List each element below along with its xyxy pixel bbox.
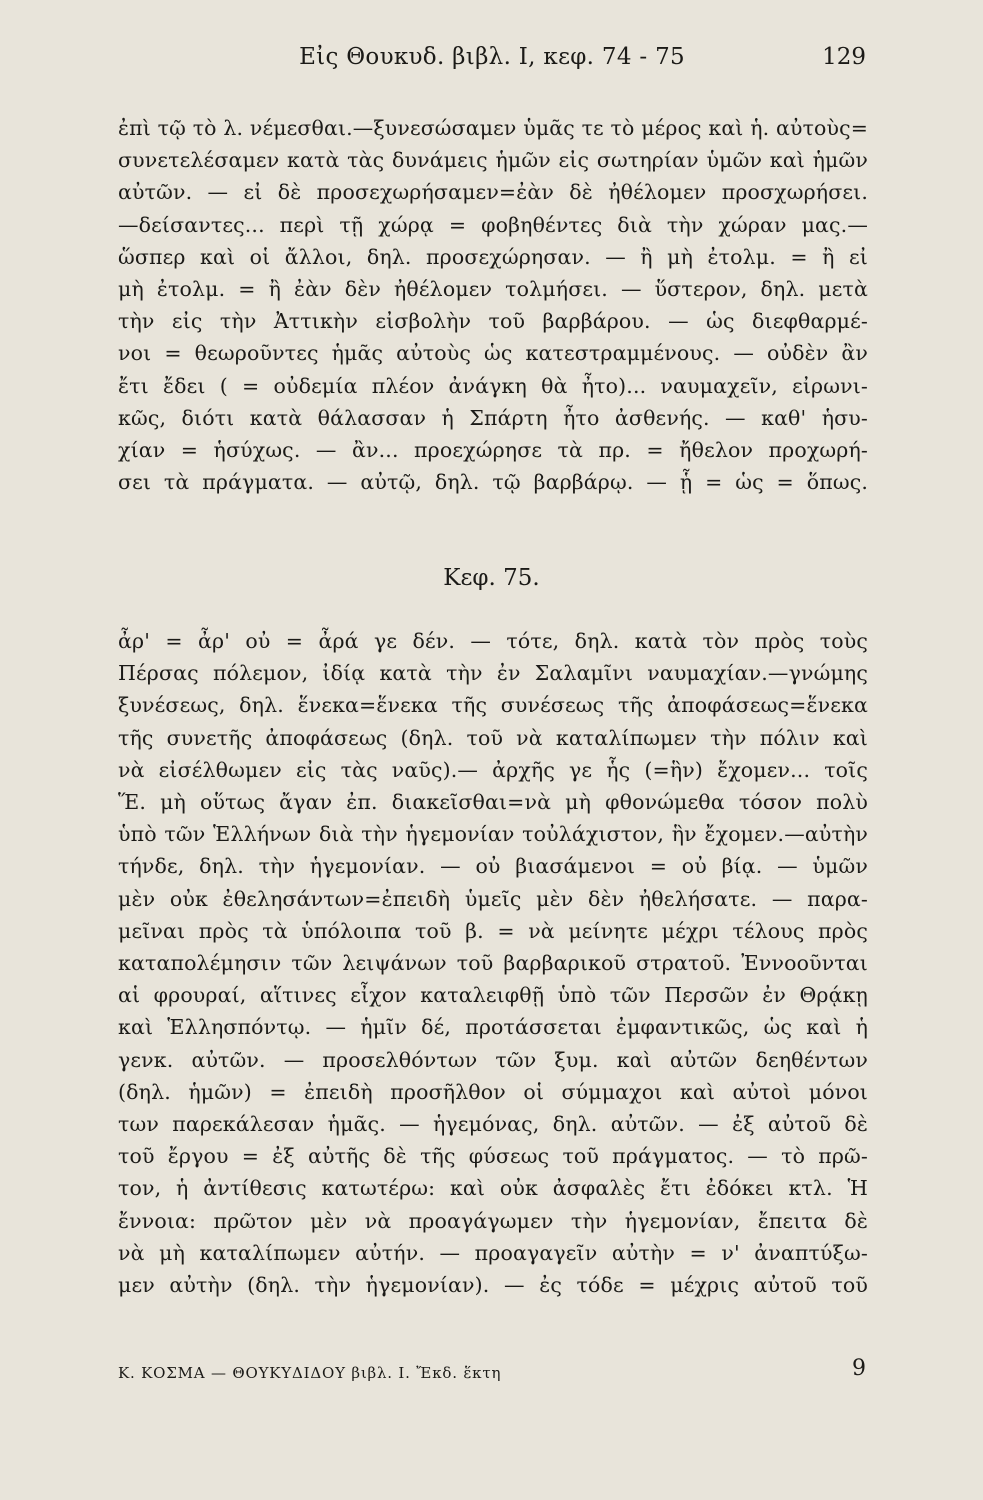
commentary-block-ch75 xyxy=(118,625,868,1301)
footer-signature: Κ. ΚΟΣΜΑ — ΘΟΥΚΥΔΙΔΟΥ βιβλ. Ι. Ἔκδ. ἕκτη xyxy=(118,1364,502,1382)
text-line: Ἕ. μὴ οὕτως ἄγαν ἐπ. διακεῖσθαι=νὰ μὴ φθονώμεθα τόσον πολὺ xyxy=(118,790,868,815)
text-line: ἔτι ἔδει ( = οὐδεμία πλέον ἀνάγκη θὰ ἦτο)... ναυμαχεῖν, εἰρωνι- xyxy=(118,373,868,398)
text-line: Πέρσας πόλεμον, ἰδίᾳ κατὰ τὴν ἐν Σαλαμῖνι ναυμαχίαν.—γνώμης xyxy=(118,661,868,686)
text-line: μὲν οὐκ ἐθελησάντων=ἐπειδὴ ὑμεῖς μὲν δὲν ἠθελήσατε. — παρα- xyxy=(118,886,868,911)
text-line: γενκ. αὐτῶν. — προσελθόντων τῶν ξυμ. καὶ αὐτῶν δεηθέντων xyxy=(118,1047,868,1072)
signature-number: 9 xyxy=(852,1356,866,1381)
text-line: νοι = θεωροῦντες ἡμᾶς αὐτοὺς ὡς κατεστραμμένους. — οὐδὲν ἂν xyxy=(118,341,868,366)
text-line: —δείσαντες... περὶ τῇ χώρᾳ = φοβηθέντες διὰ τὴν χώραν μας.— xyxy=(118,212,868,237)
chapter-heading: Κεφ. 75. xyxy=(443,565,540,591)
text-line: αἱ φρουραί, αἵτινες εἶχον καταλειφθῇ ὑπὸ τῶν Περσῶν ἐν Θρᾴκῃ xyxy=(118,983,868,1008)
text-line: σει τὰ πράγματα. — αὐτῷ, δηλ. τῷ βαρβάρῳ. — ᾗ = ὡς = ὅπως. xyxy=(118,470,868,495)
running-title: Εἰς Θουκυδ. βιβλ. I, κεφ. 74 - 75 xyxy=(299,44,685,70)
text-line: μεν αὐτὴν (δηλ. τὴν ἡγεμονίαν). — ἐς τόδε = μέχρις αὐτοῦ τοῦ xyxy=(118,1273,868,1298)
text-line: τοῦ ἔργου = ἐξ αὐτῆς δὲ τῆς φύσεως τοῦ πράγματος. — τὸ πρῶ- xyxy=(118,1144,868,1169)
page-footer xyxy=(118,1356,866,1386)
text-line: τῆς συνετῆς ἀποφάσεως (δηλ. τοῦ νὰ καταλίπωμεν τὴν πόλιν καὶ xyxy=(118,725,868,750)
text-line: ἔννοια: πρῶτον μὲν νὰ προαγάγωμεν τὴν ἡγεμονίαν, ἔπειτα δὲ xyxy=(118,1208,868,1233)
text-line: ξυνέσεως, δηλ. ἕνεκα=ἕνεκα τῆς συνέσεως τῆς ἀποφάσεως=ἕνεκα xyxy=(118,693,868,718)
text-line: μὴ ἐτολμ. = ἢ ἐὰν δὲν ἠθέλομεν τολμήσει. — ὕστερον, δηλ. μετὰ xyxy=(118,277,868,302)
page-number: 129 xyxy=(822,44,866,70)
text-line: τὴν εἰς τὴν Ἀττικὴν εἰσβολὴν τοῦ βαρβάρου. — ὡς διεφθαρμέ- xyxy=(118,309,868,334)
commentary-block-ch74 xyxy=(118,112,868,498)
text-line: ἆρ' = ἆρ' οὐ = ἆρά γε δέν. — τότε, δηλ. κατὰ τὸν πρὸς τοὺς xyxy=(118,629,868,653)
text-line: νὰ εἰσέλθωμεν εἰς τὰς ναῦς).— ἀρχῆς γε ἧς (=ἣν) ἔχομεν... τοῖς xyxy=(118,757,868,782)
text-line: τον, ἡ ἀντίθεσις κατωτέρω: καὶ οὐκ ἀσφαλὲς ἔτι ἐδόκει κτλ. Ἡ xyxy=(118,1176,868,1201)
text-line: κῶς, διότι κατὰ θάλασσαν ἡ Σπάρτη ἦτο ἀσθενής. — καθ' ἡσυ- xyxy=(118,405,868,430)
text-line: των παρεκάλεσαν ἡμᾶς. — ἡγεμόνας, δηλ. αὐτῶν. — ἐξ αὐτοῦ δὲ xyxy=(118,1112,868,1137)
text-line: χίαν = ἡσύχως. — ἂν... προεχώρησε τὰ πρ. = ἤθελον προχωρή- xyxy=(118,438,868,463)
text-line: ἐπὶ τῷ τὸ λ. νέμεσθαι.—ξυνεσώσαμεν ὑμᾶς τε τὸ μέρος καὶ ἡ. αὐτοὺς= xyxy=(118,116,868,140)
text-line: καὶ Ἑλλησπόντῳ. — ἡμῖν δέ, προτάσσεται ἐμφαντικῶς, ὡς καὶ ἡ xyxy=(118,1015,868,1040)
text-line: τήνδε, δηλ. τὴν ἡγεμονίαν. — οὐ βιασάμενοι = οὐ βίᾳ. — ὑμῶν xyxy=(118,854,868,879)
text-line: ὥσπερ καὶ οἱ ἄλλοι, δηλ. προσεχώρησαν. — ἢ μὴ ἐτολμ. = ἢ εἰ xyxy=(118,244,868,269)
text-line: αὐτῶν. — εἰ δὲ προσεχωρήσαμεν=ἐὰν δὲ ἠθέλομεν προσχωρήσει. xyxy=(118,180,868,205)
text-line: συνετελέσαμεν κατὰ τὰς δυνάμεις ἡμῶν εἰς σωτηρίαν ὑμῶν καὶ ἡμῶν xyxy=(118,148,868,173)
text-line: ὑπὸ τῶν Ἑλλήνων διὰ τὴν ἡγεμονίαν τοὐλάχιστον, ἣν ἔχομεν.—αὐτὴν xyxy=(118,822,868,847)
text-line: καταπολέμησιν τῶν λειψάνων τοῦ βαρβαρικοῦ στρατοῦ. Ἐννοοῦνται xyxy=(118,951,868,976)
page-header xyxy=(118,44,866,84)
text-line: νὰ μὴ καταλίπωμεν αὐτήν. — προαγαγεῖν αὐτὴν = ν' ἀναπτύξω- xyxy=(118,1240,868,1265)
text-line: μεῖναι πρὸς τὰ ὑπόλοιπα τοῦ β. = νὰ μείνητε μέχρι τέλους πρὸς xyxy=(118,918,868,943)
text-line: (δηλ. ἡμῶν) = ἐπειδὴ προσῆλθον οἱ σύμμαχοι καὶ αὐτοὶ μόνοι xyxy=(118,1079,868,1104)
